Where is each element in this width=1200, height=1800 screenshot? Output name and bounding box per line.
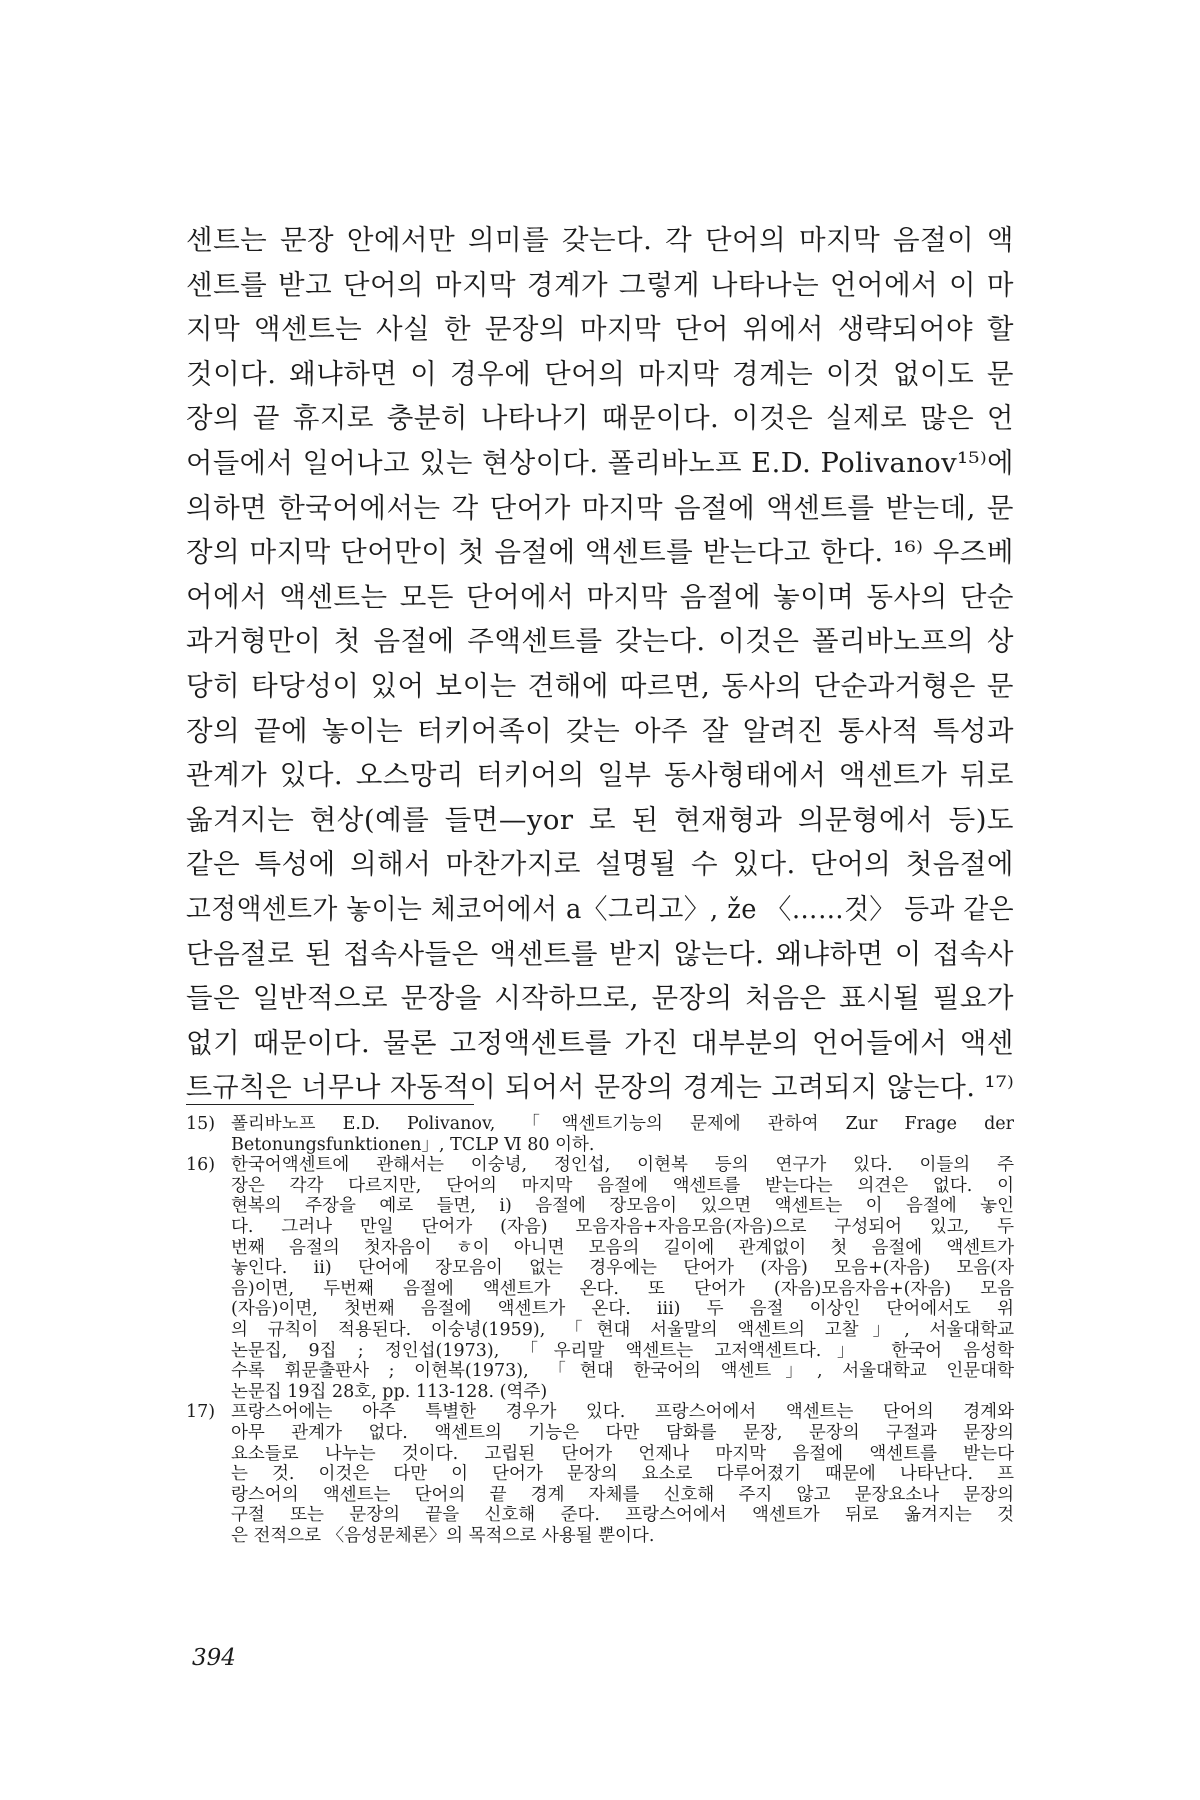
footnote-line: 요소들로 나누는 것이다. 고립된 단어가 언제나 마지막 음절에 액센트를 받는다 [231,1443,1014,1464]
footnote [186,1114,1014,1155]
body-text [186,218,1014,1110]
body-line: 어에서 액센트는 모든 단어에서 마지막 음절에 놓이며 동사의 단순 [186,580,1014,613]
body-line: 같은 특성에 의해서 마찬가지로 설명될 수 있다. 단어의 첫음절에 [186,848,1014,881]
body-line: 어들에서 일어나고 있는 현상이다. 폴리바노프 E.D. Polivanov¹⁵⁾에 [186,446,1014,479]
footnote-line: 다. 그러나 만일 단어가 (자음) 모음자음+자음모음(자음)으로 구성되어 있고, 두 [231,1216,1014,1237]
body-line: 과거형만이 첫 음절에 주액센트를 갖는다. 이것은 폴리바노프의 상 [186,625,1014,658]
body-line: 의하면 한국어에서는 각 단어가 마지막 음절에 액센트를 받는데, 문 [186,491,1014,524]
footnote-line: 번째 음절의 첫자음이 ㅎ이 아니면 모음의 길이에 관계없이 첫 음절에 액센트가 [231,1237,1014,1258]
footnote-line: 놓인다. ii) 단어에 장모음이 없는 경우에는 단어가 (자음) 모음+(자음) 모음(자 [231,1258,1014,1279]
body-line: 것이다. 왜냐하면 이 경우에 단어의 마지막 경계는 이것 없이도 문 [186,357,1014,390]
body-line: 트규칙은 너무나 자동적이 되어서 문장의 경계는 고려되지 않는다. ¹⁷⁾ [186,1071,1015,1104]
footnote-line: Betonungsfunktionen」, TCLP Ⅵ 80 이하. [231,1134,595,1155]
footnote [186,1402,1014,1546]
footnote-line: 현복의 주장을 예로 들면, i) 음절에 장모음이 있으면 액센트는 이 음절에 놓인 [231,1196,1014,1217]
body-line: 장의 끝에 놓이는 터키어족이 갖는 아주 잘 알려진 통사적 특성과 [186,714,1014,747]
footnote-line: 폴리바노프 E.D. Polivanov, 「액센트기능의 문제에 관하여 Zur Frage der [231,1114,1014,1134]
body-line: 센트는 문장 안에서만 의미를 갖는다. 각 단어의 마지막 음절이 액 [186,224,1014,256]
footnote-line: 은 전적으로 〈음성문체론〉의 목적으로 사용될 뿐이다. [231,1525,655,1546]
footnote-line: 논문집 19집 28호, pp. 113-128. (역주) [231,1381,548,1402]
footnote-line: 구절 또는 문장의 끝을 신호해 준다. 프랑스어에서 액센트가 뒤로 옮겨지는 것 [231,1505,1014,1526]
footnote-number: 15) [186,1114,216,1134]
footnote-line: 한국어액센트에 관해서는 이숭녕, 정인섭, 이현복 등의 연구가 있다. 이들의 주 [231,1155,1014,1176]
body-line: 고정액센트가 놓이는 체코어에서 a〈그리고〉, že 〈……것〉 등과 같은 [186,892,1015,925]
footnote-line: (자음)이면, 첫번째 음절에 액센트가 온다. iii) 두 음절 이상인 단어에서도 위 [231,1299,1014,1320]
footnote-separator [186,1104,474,1105]
body-line: 장의 끝 휴지로 충분히 나타나기 때문이다. 이것은 실제로 많은 언 [186,402,1014,435]
footnotes [186,1114,1014,1546]
footnote-line: 장은 각각 다르지만, 단어의 마지막 음절에 액센트를 받는다는 의견은 없다. 이 [231,1175,1014,1196]
body-line: 센트를 받고 단어의 마지막 경계가 그렇게 나타나는 언어에서 이 마 [186,268,1014,301]
footnote-line: 아무 관계가 없다. 액센트의 기능은 다만 담화를 문장, 문장의 구절과 문장의 [231,1422,1014,1443]
footnote-line: 프랑스어에는 아주 특별한 경우가 있다. 프랑스어에서 액센트는 단어의 경계와 [231,1402,1014,1423]
footnote-number: 16) [186,1155,216,1176]
body-line: 관계가 있다. 오스망리 터키어의 일부 동사형태에서 액센트가 뒤로 [186,759,1014,792]
footnote-line: 랑스어의 액센트는 단어의 끝 경계 자체를 신호해 주지 않고 문장요소나 문장의 [231,1484,1014,1505]
footnote [186,1155,1014,1402]
body-line: 지막 액센트는 사실 한 문장의 마지막 단어 위에서 생략되어야 할 [186,313,1014,346]
body-line: 없기 때문이다. 물론 고정액센트를 가진 대부분의 언어들에서 액센 [186,1026,1014,1059]
footnote-line: 논문집, 9집 ; 정인섭(1973), 「우리말 액센트는 고저액센트다.」 한국어 음성학 [231,1340,1014,1361]
footnote-line: 수록 휘문출판사 ; 이현복(1973), 「현대 한국어의 액센트」, 서울대학교 인문대학 [231,1361,1014,1382]
body-line: 단음절로 된 접속사들은 액센트를 받지 않는다. 왜냐하면 이 접속사 [186,937,1014,970]
footnote-number: 17) [186,1402,216,1423]
body-line: 장의 마지막 단어만이 첫 음절에 액센트를 받는다고 한다. ¹⁶⁾ 우즈베 [186,536,1014,569]
body-line: 옮겨지는 현상(예를 들면—yor 로 된 현재형과 의문형에서 등)도 [186,803,1014,836]
footnote-line: 의 규칙이 적용된다. 이숭녕(1959), 「현대 서울말의 액센트의 고찰」, 서울대학교 [231,1319,1015,1340]
page-number: 394 [192,1645,236,1671]
footnote-line: 는 것. 이것은 다만 이 단어가 문장의 요소로 다루어졌기 때문에 나타난다. 프 [231,1464,1014,1485]
footnote-line: 음)이면, 두번째 음절에 액센트가 온다. 또 단어가 (자음)모음자음+(자음) 모음 [231,1278,1014,1299]
body-line: 들은 일반적으로 문장을 시작하므로, 문장의 처음은 표시될 필요가 [186,982,1014,1015]
body-line: 당히 타당성이 있어 보이는 견해에 따르면, 동사의 단순과거형은 문 [186,669,1014,702]
